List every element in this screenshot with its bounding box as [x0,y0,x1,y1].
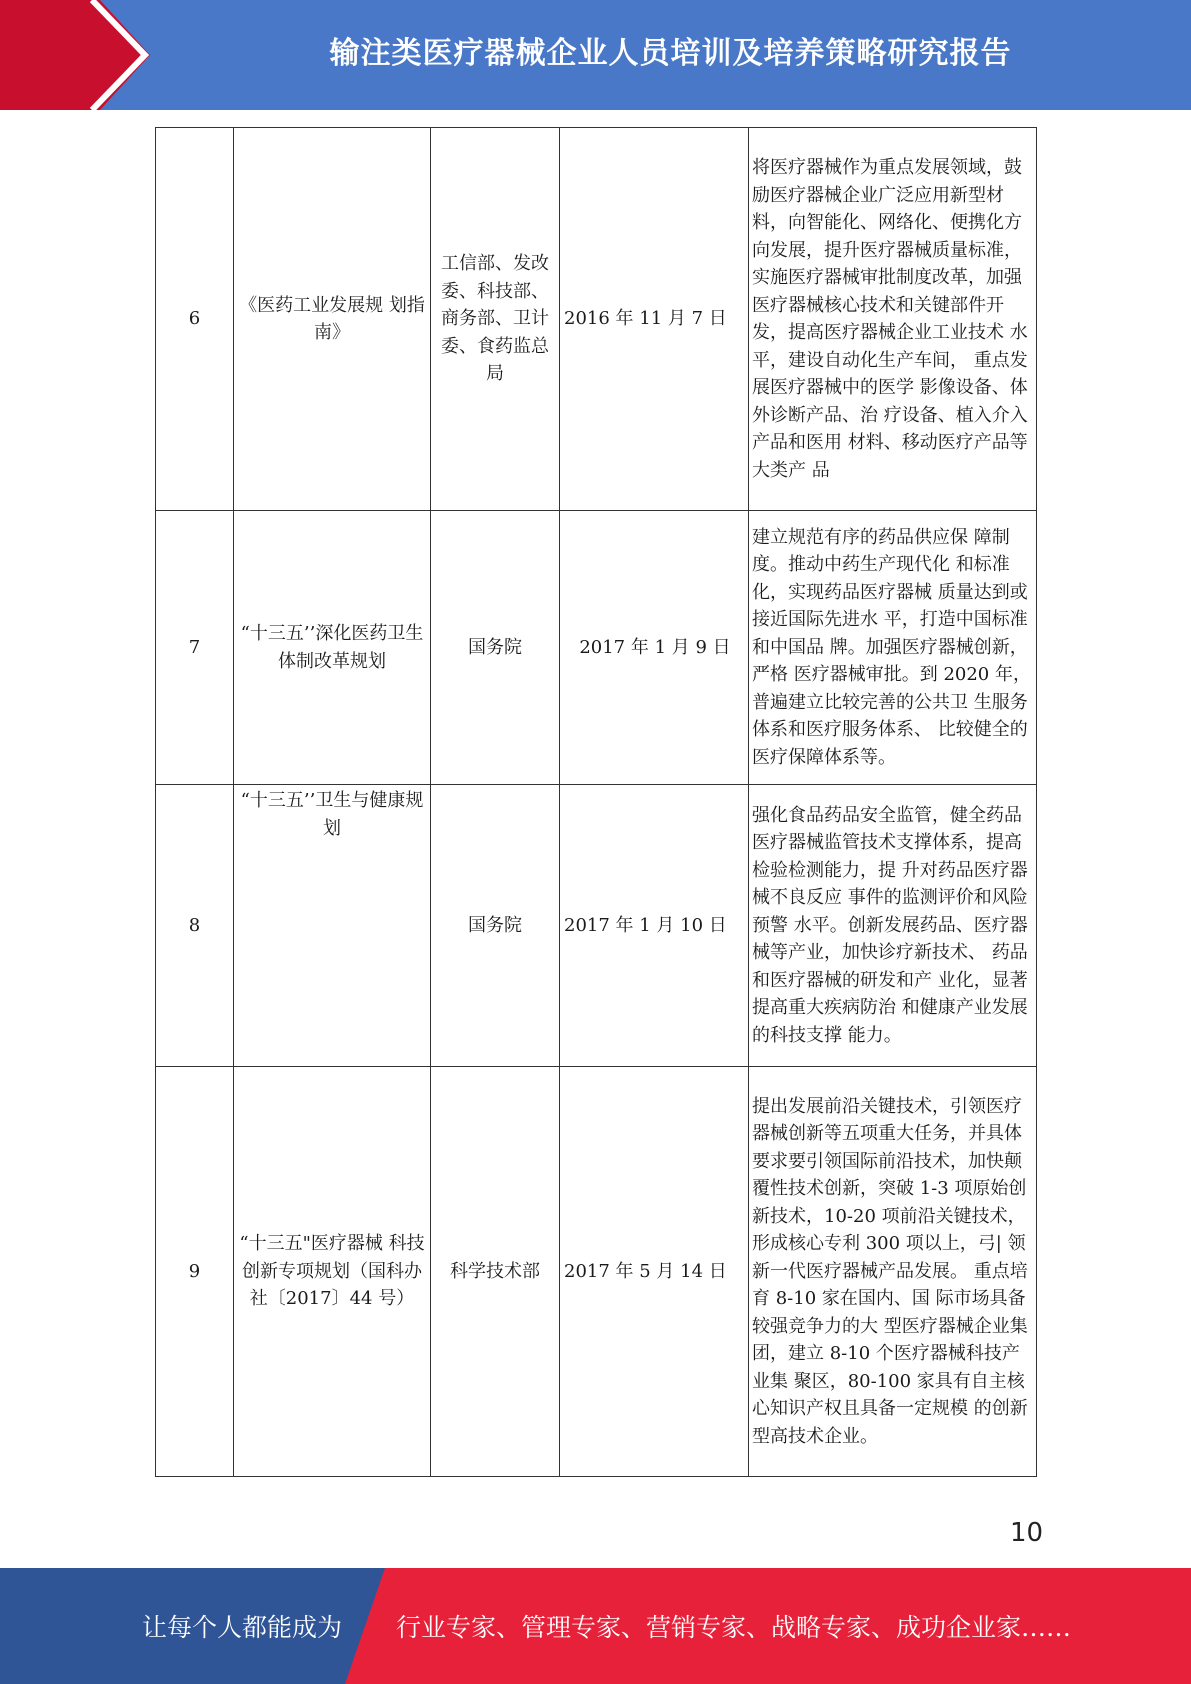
footer-slogan-right: 行业专家、管理专家、营销专家、战略专家、成功企业家…… [396,1613,1072,1642]
issue-date: 2017 年 1 月 10 日 [560,785,749,1067]
issuing-department: 国务院 [431,511,560,785]
row-number: 6 [156,128,234,511]
policy-content: 强化食品药品安全监管，健全药品医疗器械监管技术支撑体系，提高检验检测能力，提 升对药品医疗器械不良反应 事件的监测评价和风险预警 水平。创新发展药品、医疗器 械等产业，加快诊疗新技术、 药品和医疗器械的研发和产 业化，显著提高重大疾病防治 和健康产业发展的科技支撑 能力。 [749,785,1037,1067]
policy-table [155,127,1037,1477]
report-title: 输注类医疗器械企业人员培训及培养策略研究报告 [329,36,1012,71]
policy-name: 《医药工业发展规 划指南》 [234,128,431,511]
issuing-department: 工信部、发改委、科技部、商务部、卫计委、食药监总局 [431,128,560,511]
issuing-department: 科学技术部 [431,1067,560,1477]
issue-date: 2017 年 5 月 14 日 [560,1067,749,1477]
policy-content: 将医疗器械作为重点发展领域，鼓励医疗器械企业广泛应用新型材料，向智能化、网络化、便携化方向发展，提升医疗器械质量标准，实施医疗器械审批制度改革，加强医疗器械核心技术和关键部件开发，提高医疗器械企业工业技术 水平，建设自动化生产车间， 重点发展医疗器械中的医学 影像设备、体外诊断产品、治 疗设备、植入介入产品和医用 材料、移动医疗产品等大类产 品 [749,128,1037,511]
policy-name: “十三五’’卫生与健康规划 [234,785,431,1067]
page-header [0,0,1191,110]
row-number: 9 [156,1067,234,1477]
page-footer [0,1568,1191,1684]
table-row [156,511,1037,785]
header-red-arrow-icon [0,0,150,110]
policy-name: “十三五"医疗器械 科技创新专项规划（国科办社〔2017〕44 号） [234,1067,431,1477]
table-row [156,128,1037,511]
policy-content: 建立规范有序的药品供应保 障制度。推动中药生产现代化 和标准化，实现药品医疗器械 质量达到或接近国际先进水 平，打造中国标准和中国品 牌。加强医疗器械创新，严格 医疗器械审批。到 2020 年， 普遍建立比较完善的公共卫 生服务体系和医疗服务体系、 比较健全的医疗保障体系等。 [749,511,1037,785]
row-number: 8 [156,785,234,1067]
page-number: 10 [1010,1518,1044,1548]
policy-name: “十三五’’深化医药卫生体制改革规划 [234,511,431,785]
table-row [156,785,1037,1067]
footer-slogan-left: 让每个人都能成为 [142,1613,343,1642]
issue-date: 2017 年 1 月 9 日 [560,511,749,785]
issue-date: 2016 年 11 月 7 日 [560,128,749,511]
issuing-department: 国务院 [431,785,560,1067]
table-row [156,1067,1037,1477]
policy-content: 提出发展前沿关键技术，引领医疗器械创新等五项重大任务，并具体要求要引领国际前沿技术，加快颠覆性技术创新，突破 1-3 项原始创新技术，10-20 项前沿关键技术， 形成核心专利 300 项以上，弓| 领新一代医疗器械产品发展。 重点培育 8-10 家在国内、国 际市场具备较强竞争力的大 型医疗器械企业集团，建立 8-10 个医疗器械科技产业集 聚区，80-100 家具有自主核 心知识产权且具备一定规模 的创新型高技术企业。 [749,1067,1037,1477]
row-number: 7 [156,511,234,785]
